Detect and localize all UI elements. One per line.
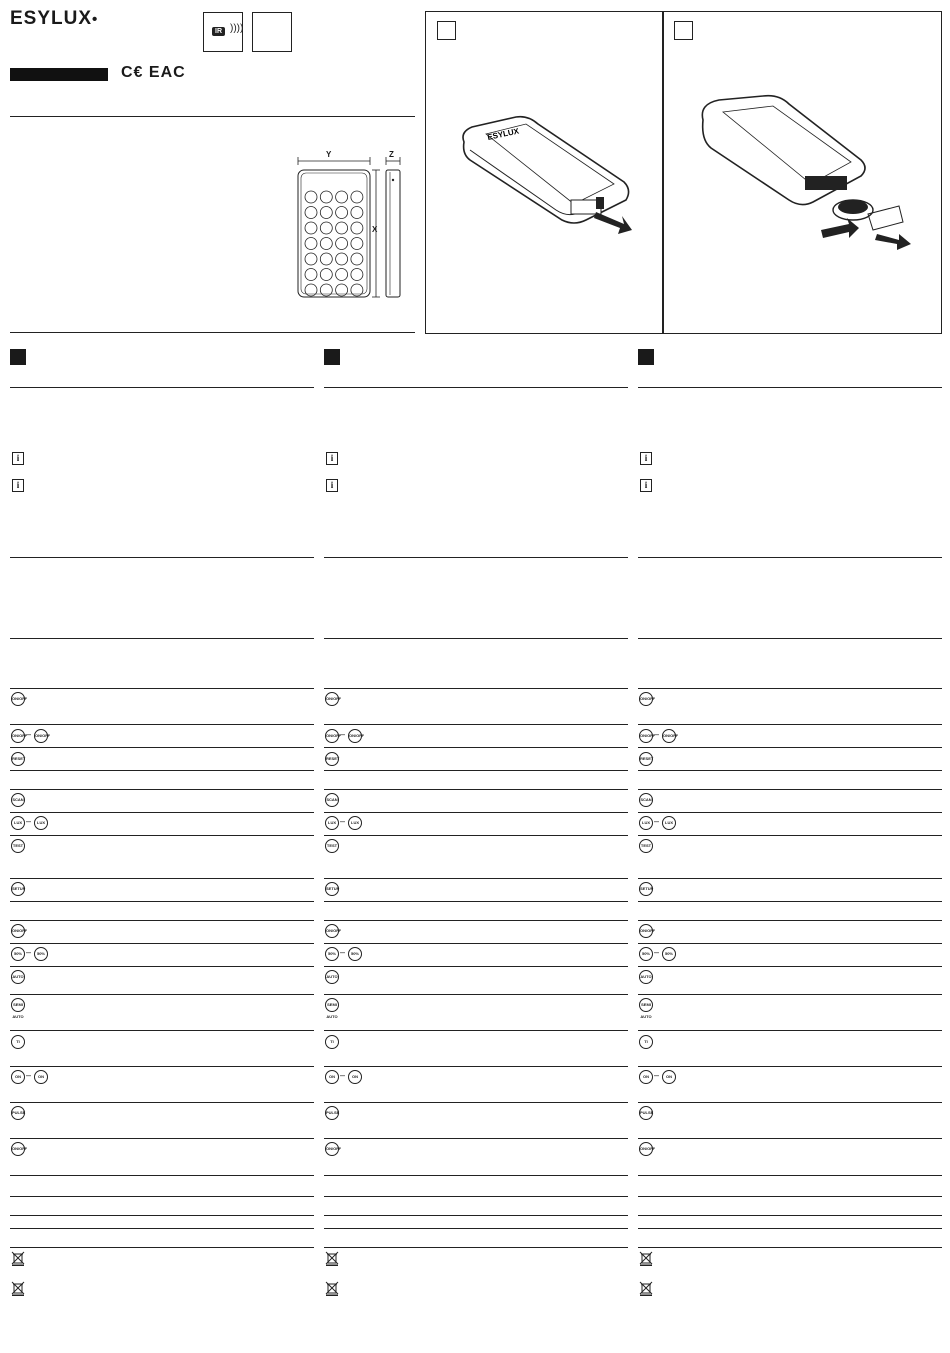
column-divider bbox=[324, 1066, 628, 1067]
column-divider bbox=[638, 994, 942, 995]
dot-icon: ON/OFF bbox=[325, 924, 339, 938]
column-divider bbox=[10, 1102, 314, 1103]
info-icon: i bbox=[12, 452, 24, 465]
semi-auto-icon: SEMI AUTO bbox=[639, 998, 653, 1012]
remote-button-outline bbox=[336, 253, 348, 265]
bulb-pair-icon: ON/OFF bbox=[639, 729, 653, 743]
column-divider bbox=[10, 1196, 314, 1197]
remote-battery-open-illustration bbox=[456, 112, 636, 242]
weee-bin-icon bbox=[639, 1251, 653, 1266]
button-pair-separator: – bbox=[654, 816, 660, 826]
column-divider bbox=[638, 1228, 942, 1229]
svg-text:ESYLUX: ESYLUX bbox=[486, 126, 520, 142]
range-icon: ON bbox=[34, 1070, 48, 1084]
remote-dimension-drawing bbox=[290, 148, 410, 300]
language-marker-square bbox=[10, 349, 26, 365]
column-divider bbox=[10, 835, 314, 836]
timer-icon: TI bbox=[325, 1035, 339, 1049]
reset-icon: RESET bbox=[11, 752, 25, 766]
column-divider bbox=[324, 943, 628, 944]
column-divider bbox=[324, 835, 628, 836]
remote-button-outline bbox=[320, 191, 332, 203]
column-divider bbox=[324, 920, 628, 921]
remote-button-outline bbox=[351, 253, 363, 265]
button-pair-separator: – bbox=[654, 947, 660, 957]
bulb-icon: ON/OFF bbox=[325, 692, 339, 706]
column-divider bbox=[638, 1247, 942, 1248]
dimension-x-label: X bbox=[372, 225, 378, 234]
remote-button-outline bbox=[351, 191, 363, 203]
weee-bin-icon bbox=[325, 1251, 339, 1266]
column-divider bbox=[638, 966, 942, 967]
column-divider bbox=[324, 789, 628, 790]
moon-sun-icon: LUX bbox=[348, 816, 362, 830]
column-divider bbox=[638, 920, 942, 921]
column-divider bbox=[324, 1138, 628, 1139]
column-divider bbox=[10, 789, 314, 790]
dimension-divider bbox=[10, 332, 415, 333]
eye-icon: SCAN bbox=[11, 793, 25, 807]
button-pair-separator: – bbox=[26, 729, 32, 739]
range-icon: ON bbox=[639, 1070, 653, 1084]
button-pair-separator: – bbox=[340, 947, 346, 957]
column-divider bbox=[10, 994, 314, 995]
remote-button-outline bbox=[305, 253, 317, 265]
auto-icon: AUTO bbox=[325, 970, 339, 984]
remote-button-outline bbox=[305, 238, 317, 250]
button-pair-separator: – bbox=[26, 816, 32, 826]
column-divider bbox=[324, 1247, 628, 1248]
bulb-pair-icon: ON/OFF bbox=[348, 729, 362, 743]
remote-button-outline bbox=[305, 207, 317, 219]
button-pair-separator: – bbox=[654, 729, 660, 739]
percent-icon: 50% bbox=[639, 947, 653, 961]
button-pair-separator: – bbox=[26, 947, 32, 957]
percent-icon: 50% bbox=[325, 947, 339, 961]
column-divider bbox=[324, 1175, 628, 1176]
weee-bin-icon bbox=[11, 1281, 25, 1296]
column-divider bbox=[638, 943, 942, 944]
header-divider bbox=[10, 116, 415, 117]
column-divider bbox=[638, 557, 942, 558]
column-divider bbox=[10, 387, 314, 388]
column-divider bbox=[638, 1030, 942, 1031]
percent-icon: 50% bbox=[348, 947, 362, 961]
column-divider bbox=[638, 638, 942, 639]
info-icon: i bbox=[12, 479, 24, 492]
lamp-icon: ON/OFF bbox=[639, 1142, 653, 1156]
column-divider bbox=[638, 878, 942, 879]
moon-sun-icon: LUX bbox=[34, 816, 48, 830]
column-divider bbox=[324, 387, 628, 388]
column-divider bbox=[10, 812, 314, 813]
column-divider bbox=[324, 770, 628, 771]
info-icon: i bbox=[640, 452, 652, 465]
column-divider bbox=[10, 770, 314, 771]
button-pair-separator: – bbox=[340, 729, 346, 739]
button-pair-separator: – bbox=[654, 1070, 660, 1080]
column-divider bbox=[10, 1138, 314, 1139]
auto-icon: AUTO bbox=[639, 970, 653, 984]
test-icon: TEST bbox=[11, 839, 25, 853]
empty-icon-box bbox=[252, 12, 292, 52]
reset-icon: RESET bbox=[639, 752, 653, 766]
test-icon: TEST bbox=[325, 839, 339, 853]
pulse-icon: PULSE bbox=[639, 1106, 653, 1120]
column-divider bbox=[10, 966, 314, 967]
product-code-bar bbox=[10, 68, 108, 81]
column-divider bbox=[324, 812, 628, 813]
language-marker-square bbox=[324, 349, 340, 365]
info-icon: i bbox=[326, 479, 338, 492]
range-icon: ON bbox=[325, 1070, 339, 1084]
step-number-box bbox=[674, 21, 693, 40]
eye-icon: SCAN bbox=[639, 793, 653, 807]
column-divider bbox=[10, 1228, 314, 1229]
column-divider bbox=[324, 747, 628, 748]
remote-button-outline bbox=[305, 222, 317, 234]
bulb-icon: ON/OFF bbox=[639, 692, 653, 706]
illustration-panel-2 bbox=[662, 11, 942, 334]
eye-icon: SCAN bbox=[325, 793, 339, 807]
column-divider bbox=[638, 770, 942, 771]
auto-icon: AUTO bbox=[11, 970, 25, 984]
column-divider bbox=[324, 1102, 628, 1103]
remote-button-outline bbox=[336, 269, 348, 281]
remote-button-outline bbox=[320, 253, 332, 265]
moon-sun-icon: LUX bbox=[639, 816, 653, 830]
semi-auto-icon: SEMI AUTO bbox=[11, 998, 25, 1012]
remote-button-outline bbox=[351, 238, 363, 250]
percent-icon: 50% bbox=[34, 947, 48, 961]
column-divider bbox=[638, 1138, 942, 1139]
dimension-z-label: Z bbox=[389, 150, 394, 159]
remote-button-outline bbox=[336, 191, 348, 203]
column-divider bbox=[638, 747, 942, 748]
brand-logo bbox=[10, 8, 98, 30]
ir-icon-box bbox=[203, 12, 243, 52]
bulb-pair-icon: ON/OFF bbox=[662, 729, 676, 743]
column-divider bbox=[10, 724, 314, 725]
column-divider bbox=[324, 688, 628, 689]
column-divider bbox=[324, 638, 628, 639]
bulb-pair-icon: ON/OFF bbox=[11, 729, 25, 743]
weee-bin-icon bbox=[11, 1251, 25, 1266]
illustration-panel-1 bbox=[425, 11, 664, 334]
button-pair-separator: – bbox=[340, 1070, 346, 1080]
bulb-icon: ON/OFF bbox=[11, 692, 25, 706]
column-divider bbox=[324, 901, 628, 902]
dot-icon: ON/OFF bbox=[639, 924, 653, 938]
moon-sun-icon: LUX bbox=[325, 816, 339, 830]
column-divider bbox=[638, 1175, 942, 1176]
column-divider bbox=[638, 789, 942, 790]
column-divider bbox=[638, 1066, 942, 1067]
lamp-icon: ON/OFF bbox=[11, 1142, 25, 1156]
battery-replace-illustration bbox=[693, 90, 933, 255]
button-pair-separator: – bbox=[340, 816, 346, 826]
range-icon: ON bbox=[348, 1070, 362, 1084]
moon-sun-icon: LUX bbox=[662, 816, 676, 830]
timer-icon: TI bbox=[11, 1035, 25, 1049]
column-divider bbox=[638, 688, 942, 689]
ir-badge: IR bbox=[212, 27, 225, 36]
range-icon: ON bbox=[662, 1070, 676, 1084]
column-divider bbox=[10, 1247, 314, 1248]
moon-sun-icon: LUX bbox=[11, 816, 25, 830]
pulse-icon: PULSE bbox=[11, 1106, 25, 1120]
column-divider bbox=[10, 747, 314, 748]
gear-icon: SETUP bbox=[11, 882, 25, 896]
step-number-box bbox=[437, 21, 456, 40]
language-marker-square bbox=[638, 349, 654, 365]
remote-button-outline bbox=[336, 207, 348, 219]
remote-button-outline bbox=[320, 269, 332, 281]
remote-button-outline bbox=[351, 222, 363, 234]
column-divider bbox=[10, 878, 314, 879]
column-divider bbox=[10, 1066, 314, 1067]
column-divider bbox=[10, 1215, 314, 1216]
column-divider bbox=[638, 387, 942, 388]
remote-button-outline bbox=[320, 207, 332, 219]
brand-dot: • bbox=[92, 11, 99, 28]
column-divider bbox=[324, 1030, 628, 1031]
column-divider bbox=[324, 1196, 628, 1197]
column-divider bbox=[324, 966, 628, 967]
button-pair-separator: – bbox=[26, 1070, 32, 1080]
column-divider bbox=[10, 920, 314, 921]
remote-button-outline bbox=[351, 269, 363, 281]
column-divider bbox=[10, 638, 314, 639]
remote-button-outline bbox=[305, 191, 317, 203]
timer-icon: TI bbox=[639, 1035, 653, 1049]
bulb-pair-icon: ON/OFF bbox=[34, 729, 48, 743]
column-divider bbox=[324, 1228, 628, 1229]
remote-button-outline bbox=[351, 207, 363, 219]
bulb-pair-icon: ON/OFF bbox=[325, 729, 339, 743]
column-divider bbox=[324, 557, 628, 558]
column-divider bbox=[324, 878, 628, 879]
dimension-y-label: Y bbox=[326, 150, 332, 159]
column-divider bbox=[638, 901, 942, 902]
column-divider bbox=[10, 1175, 314, 1176]
column-divider bbox=[324, 1215, 628, 1216]
gear-icon: SETUP bbox=[325, 882, 339, 896]
test-icon: TEST bbox=[639, 839, 653, 853]
column-divider bbox=[10, 901, 314, 902]
range-icon: ON bbox=[11, 1070, 25, 1084]
column-divider bbox=[324, 724, 628, 725]
column-divider bbox=[638, 724, 942, 725]
column-divider bbox=[324, 994, 628, 995]
column-divider bbox=[10, 1030, 314, 1031]
column-divider bbox=[10, 943, 314, 944]
column-divider bbox=[638, 1215, 942, 1216]
column-divider bbox=[638, 1196, 942, 1197]
column-divider bbox=[10, 688, 314, 689]
percent-icon: 50% bbox=[11, 947, 25, 961]
info-icon: i bbox=[640, 479, 652, 492]
ir-waves-icon: )))) bbox=[230, 23, 244, 34]
weee-bin-icon bbox=[325, 1281, 339, 1296]
reset-icon: RESET bbox=[325, 752, 339, 766]
pulse-icon: PULSE bbox=[325, 1106, 339, 1120]
remote-button-outline bbox=[320, 238, 332, 250]
info-icon: i bbox=[326, 452, 338, 465]
percent-icon: 50% bbox=[662, 947, 676, 961]
semi-auto-icon: SEMI AUTO bbox=[325, 998, 339, 1012]
remote-button-outline bbox=[320, 222, 332, 234]
remote-button-outline bbox=[305, 269, 317, 281]
certification-marks: C€ EAC bbox=[121, 64, 186, 81]
remote-button-outline bbox=[336, 222, 348, 234]
column-divider bbox=[638, 835, 942, 836]
column-divider bbox=[638, 1102, 942, 1103]
dot-icon: ON/OFF bbox=[11, 924, 25, 938]
weee-bin-icon bbox=[639, 1281, 653, 1296]
remote-button-outline bbox=[336, 238, 348, 250]
brand-name: ESYLUX bbox=[10, 8, 93, 29]
lamp-icon: ON/OFF bbox=[325, 1142, 339, 1156]
column-divider bbox=[10, 557, 314, 558]
gear-icon: SETUP bbox=[639, 882, 653, 896]
column-divider bbox=[638, 812, 942, 813]
